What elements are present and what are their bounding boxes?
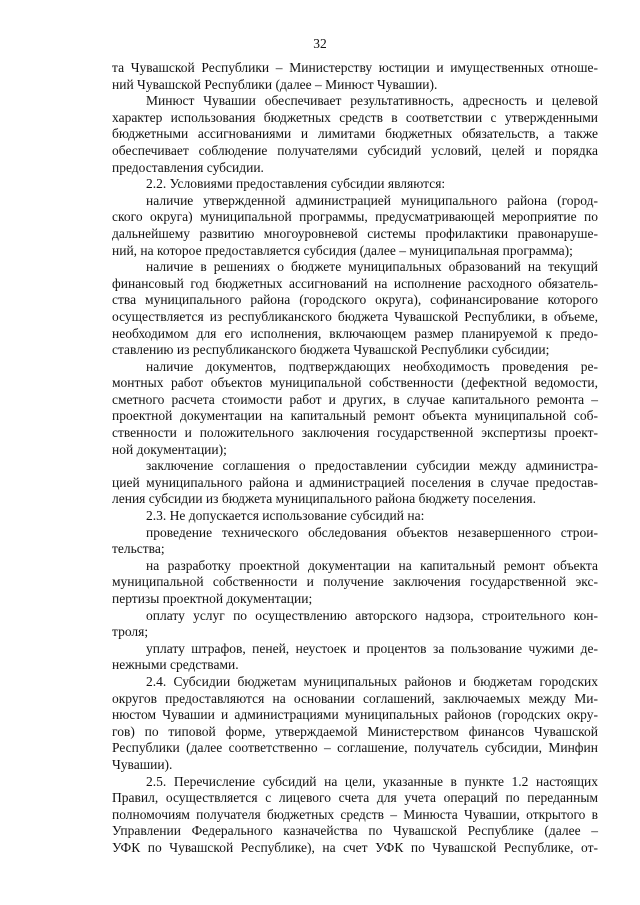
text-line: проектной документации на капитальный ремонт объекта муниципальной соб-	[112, 408, 598, 424]
text-line: троля;	[112, 624, 149, 640]
text-line: осуществляется из республиканского бюджета Чувашской Республики, в объеме,	[112, 308, 598, 324]
text-line: Правил, осуществляется с лицевого счета для учета операций по переданным	[112, 790, 598, 806]
text-line: характер использования бюджетных средств в соответствии с утвержденными	[112, 109, 598, 125]
paragraph	[112, 176, 598, 193]
text-line: ной документации);	[112, 441, 227, 457]
text-line: на разработку проектной документации на капитальный ремонт объекта	[146, 557, 598, 573]
text-line: обеспечивает соблюдение получателями субсидий условий, целей и порядка	[112, 142, 598, 158]
text-line: ского округа) муниципальной программы, предусматривающей мероприятие по	[112, 209, 598, 225]
text-line: 2.4. Субсидии бюджетам муниципальных районов и бюджетам городских	[146, 673, 598, 689]
text-line: 2.5. Перечисление субсидий на цели, указанные в пункте 1.2 настоящих	[146, 773, 598, 789]
text-line: та Чувашской Республики – Министерству юстиции и имущественных отноше-	[112, 60, 598, 75]
text-line: наличие в решениях о бюджете муниципальных образований на текущий	[146, 259, 598, 275]
paragraph	[112, 458, 598, 508]
text-line: Минюст Чувашии обеспечивает результативность, адресность и целевой	[146, 93, 598, 109]
text-line: необходимом для его исполнения, включающем размер планируемой к предо-	[112, 325, 598, 341]
text-line: финансовый год бюджетных ассигнований на исполнение расходного обязатель-	[112, 275, 598, 291]
text-line: заключение соглашения о предоставлении субсидии между администра-	[146, 458, 598, 474]
text-line: тельства;	[112, 541, 165, 557]
paragraph	[112, 93, 598, 176]
text-line: проведение технического обследования объектов незавершенного строи-	[146, 524, 598, 540]
text-line: наличие утвержденной администрацией муниципального района (город-	[146, 192, 598, 208]
paragraph	[112, 641, 598, 674]
paragraph	[112, 558, 598, 608]
text-line: пертизы проектной документации;	[112, 591, 313, 606]
paragraph	[112, 674, 598, 774]
paragraph	[112, 193, 598, 259]
text-line: нюстом Чувашии и администрациями муниципальных районов (городских окру-	[112, 707, 598, 723]
text-line: Управлении Федерального казначейства по Чувашской Республике (далее –	[112, 823, 598, 839]
text-line: гов) по типовой форме, утверждаемой Министерством финансов Чувашской	[112, 723, 598, 739]
paragraph	[112, 60, 598, 93]
text-line: УФК по Чувашской Республике), на счет УФК по Чувашской Республике, от-	[112, 839, 598, 855]
text-line: ний, на которое предоставляется субсидия (далее – муниципальная программа);	[112, 242, 573, 258]
text-line: ставлению из республиканского бюджета Чувашской Республики субсидии;	[112, 342, 550, 358]
page-number: 32	[313, 36, 327, 51]
text-line: оплату услуг по осуществлению авторского надзора, строительного кон-	[146, 607, 598, 623]
paragraph	[112, 359, 598, 459]
paragraph	[112, 508, 598, 525]
paragraph	[112, 525, 598, 558]
text-line: уплату штрафов, пеней, неустоек и процентов за пользование чужими де-	[146, 640, 598, 656]
text-line: муниципальной собственности и получение заключения государственной экс-	[112, 574, 598, 590]
text-line: бюджетными ассигнованиями и лимитами бюджетных обязательств, а также	[112, 126, 598, 142]
text-line: 2.3. Не допускается использование субсидий на:	[146, 508, 425, 524]
text-line: полномочиям получателя бюджетных средств – Минюста Чувашии, открытого в	[112, 806, 598, 822]
text-line: нежными средствами.	[112, 657, 239, 673]
text-line: монтных работ объектов муниципальной собственности (дефектной ведомости,	[112, 375, 598, 391]
text-line: ления субсидии из бюджета муниципального района бюджету поселения.	[112, 491, 536, 507]
text-line: Республики (далее соответственно – соглашение, получатель субсидии, Минфин	[112, 740, 598, 756]
text-line: ственности и положительного заключения государственной экспертизы проект-	[112, 425, 598, 441]
text-line: 2.2. Условиями предоставления субсидии являются:	[146, 176, 446, 192]
text-line: дальнейшему развитию многоуровневой системы профилактики правонаруше-	[112, 225, 598, 241]
text-line: цией муниципального района и администрацией поселения в случае предостав-	[112, 474, 598, 490]
document-body	[112, 60, 598, 857]
text-line: предоставления субсидии.	[112, 159, 264, 175]
paragraph	[112, 608, 598, 641]
text-line: округов предоставляются на основании соглашений, заключаемых между Ми-	[112, 690, 598, 706]
paragraph	[112, 259, 598, 359]
text-line: ства муниципального района (городского округа), софинансирование которого	[112, 292, 598, 308]
text-line: Чувашии).	[112, 756, 173, 772]
text-line: ний Чувашской Республики (далее – Минюст Чувашии).	[112, 76, 438, 92]
text-line: сметного расчета стоимости работ и других, в случае капитального ремонта –	[112, 391, 598, 407]
paragraph	[112, 774, 598, 857]
text-line: наличие документов, подтверждающих необходимость проведения ре-	[146, 358, 598, 374]
